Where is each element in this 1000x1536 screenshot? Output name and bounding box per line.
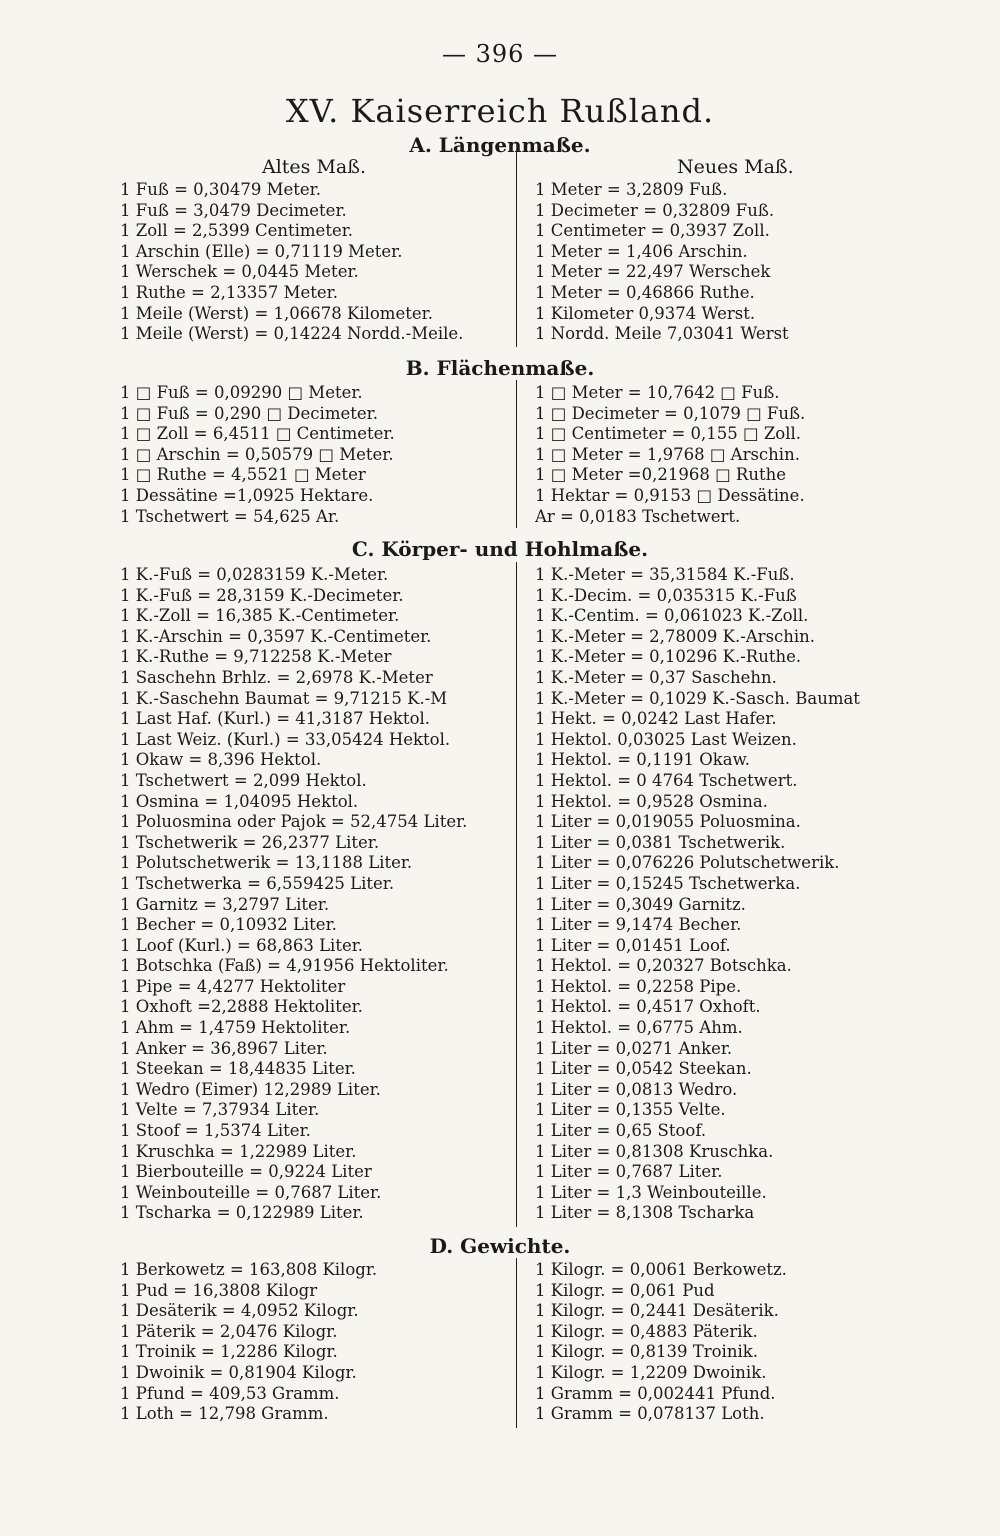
list-item: 1 □ Ruthe = 4,5521 □ Meter — [120, 465, 366, 485]
list-item: 1 Hektol. = 0,4517 Oxhoft. — [535, 997, 761, 1017]
list-item: 1 Hektol. = 0,2258 Pipe. — [535, 976, 742, 996]
list-item: 1 Liter = 0,15245 Tschetwerka. — [535, 873, 801, 893]
list-item: 1 Kruschka = 1,22989 Liter. — [120, 1141, 357, 1161]
list-item: 1 Kilogr. = 1,2209 Dwoinik. — [535, 1362, 767, 1382]
list-item: 1 K.-Centim. = 0,061023 K.-Zoll. — [535, 606, 809, 626]
section-d-divider — [516, 1258, 517, 1428]
list-item: 1 Fuß = 0,30479 Meter. — [120, 180, 322, 199]
list-item: 1 Becher = 0,10932 Liter. — [120, 915, 337, 935]
list-item: 1 Pfund = 409,53 Gramm. — [120, 1383, 340, 1403]
list-item: 1 Decimeter = 0,32809 Fuß. — [535, 200, 775, 220]
list-item: 1 Meile (Werst) = 0,14224 Nordd.-Meile. — [120, 324, 464, 344]
page-number: — 396 — — [441, 40, 559, 68]
section-d-right-list — [535, 1260, 980, 1425]
list-item: 1 Liter = 9,1474 Becher. — [535, 915, 742, 935]
list-item: 1 □ Decimeter = 0,1079 □ Fuß. — [535, 403, 806, 423]
list-item: 1 Velte = 7,37934 Liter. — [120, 1100, 320, 1120]
section-c-left-list — [120, 565, 515, 1224]
list-item: 1 Päterik = 2,0476 Kilogr. — [120, 1321, 338, 1341]
list-item: 1 Liter = 0,3049 Garnitz. — [535, 894, 746, 914]
list-item: 1 Kilogr. = 0,0061 Berkowetz. — [535, 1260, 787, 1279]
list-item: 1 K.-Zoll = 16,385 K.-Centimeter. — [120, 606, 400, 626]
section-c-title: C. Körper- und Hohlmaße. — [351, 537, 649, 561]
list-item: 1 Liter = 0,0381 Tschetwerik. — [535, 832, 786, 852]
list-item: 1 Tschetwert = 54,625 Ar. — [120, 506, 340, 526]
list-item: 1 Liter = 0,0813 Wedro. — [535, 1079, 738, 1099]
list-item: 1 Hektol. = 0,1191 Okaw. — [535, 750, 751, 770]
list-item: 1 □ Zoll = 6,4511 □ Centimeter. — [120, 424, 395, 444]
section-c-right-list — [535, 565, 980, 1224]
list-item: 1 Bierbouteille = 0,9224 Liter — [120, 1162, 372, 1182]
list-item: 1 Liter = 8,1308 Tscharka — [535, 1203, 755, 1223]
list-item: 1 Kilogr. = 0,8139 Troinik. — [535, 1342, 758, 1362]
list-item: 1 Berkowetz = 163,808 Kilogr. — [120, 1260, 378, 1279]
chapter-title: XV. Kaiserreich Rußland. — [285, 92, 715, 130]
list-item: 1 Garnitz = 3,2797 Liter. — [120, 894, 330, 914]
section-b-left-list — [120, 383, 515, 527]
section-a-right-header: Neues Maß. — [677, 156, 794, 178]
list-item: 1 Okaw = 8,396 Hektol. — [120, 750, 322, 770]
list-item: 1 Hektol. = 0,6775 Ahm. — [535, 1018, 743, 1038]
section-a-divider — [516, 152, 517, 347]
list-item: 1 Oxhoft =2,2888 Hektoliter. — [120, 997, 363, 1017]
list-item: 1 Meile (Werst) = 1,06678 Kilometer. — [120, 303, 433, 323]
list-item: 1 K.-Fuß = 28,3159 K.-Decimeter. — [120, 585, 404, 605]
section-b-right-list — [535, 383, 980, 527]
list-item: 1 Osmina = 1,04095 Hektol. — [120, 791, 359, 811]
list-item: 1 Hektol. = 0,9528 Osmina. — [535, 791, 768, 811]
section-a-title: A. Längenmaße. — [409, 133, 591, 157]
list-item: 1 Polutschetwerik = 13,1188 Liter. — [120, 853, 413, 873]
list-item: 1 K.-Ruthe = 9,712258 K.-Meter — [120, 647, 392, 667]
list-item: 1 Saschehn Brhlz. = 2,6978 K.-Meter — [120, 667, 433, 687]
list-item: 1 K.-Arschin = 0,3597 K.-Centimeter. — [120, 626, 432, 646]
list-item: 1 Meter = 3,2809 Fuß. — [535, 180, 728, 199]
list-item: 1 Liter = 0,0271 Anker. — [535, 1038, 733, 1058]
list-item: 1 □ Arschin = 0,50579 □ Meter. — [120, 444, 394, 464]
list-item: 1 Liter = 0,0542 Steekan. — [535, 1059, 752, 1079]
list-item: 1 Loof (Kurl.) = 68,863 Liter. — [120, 935, 364, 955]
list-item: 1 K.-Saschehn Baumat = 9,71215 K.-M — [120, 688, 448, 708]
list-item: 1 Hekt. = 0,0242 Last Hafer. — [535, 709, 777, 729]
section-b-divider — [516, 380, 517, 528]
list-item: 1 Arschin (Elle) = 0,71119 Meter. — [120, 241, 403, 261]
list-item: 1 Botschka (Faß) = 4,91956 Hektoliter. — [120, 956, 449, 976]
list-item: 1 □ Meter = 1,9768 □ Arschin. — [535, 444, 800, 464]
list-item: 1 Meter = 0,46866 Ruthe. — [535, 282, 755, 302]
list-item: 1 Loth = 12,798 Gramm. — [120, 1404, 329, 1424]
list-item: 1 Hektar = 0,9153 □ Dessätine. — [535, 485, 805, 505]
list-item: 1 K.-Meter = 0,37 Saschehn. — [535, 667, 777, 687]
list-item: 1 Liter = 0,81308 Kruschka. — [535, 1141, 774, 1161]
list-item: 1 □ Fuß = 0,290 □ Decimeter. — [120, 403, 378, 423]
list-item: 1 K.-Meter = 2,78009 K.-Arschin. — [535, 626, 816, 646]
list-item: 1 K.-Meter = 0,1029 K.-Sasch. Baumat — [535, 688, 860, 708]
list-item: 1 Meter = 1,406 Arschin. — [535, 241, 748, 261]
list-item: 1 Tschetwert = 2,099 Hektol. — [120, 770, 367, 790]
list-item: 1 Kilometer 0,9374 Werst. — [535, 303, 756, 323]
list-item: 1 Meter = 22,497 Werschek — [535, 262, 771, 282]
list-item: 1 Anker = 36,8967 Liter. — [120, 1038, 328, 1058]
list-item: 1 Ahm = 1,4759 Hektoliter. — [120, 1018, 351, 1038]
list-item: 1 Hektol. = 0 4764 Tschetwert. — [535, 770, 798, 790]
list-item: 1 Wedro (Eimer) 12,2989 Liter. — [120, 1079, 381, 1099]
list-item: 1 Gramm = 0,002441 Pfund. — [535, 1383, 776, 1403]
list-item: 1 Liter = 0,65 Stoof. — [535, 1121, 707, 1141]
section-d-left-list — [120, 1260, 515, 1425]
list-item: 1 Liter = 0,019055 Poluosmina. — [535, 812, 801, 832]
list-item: 1 Liter = 0,1355 Velte. — [535, 1100, 726, 1120]
list-item: 1 □ Fuß = 0,09290 □ Meter. — [120, 383, 363, 402]
list-item: 1 Troinik = 1,2286 Kilogr. — [120, 1342, 338, 1362]
list-item: 1 Kilogr. = 0,2441 Desäterik. — [535, 1301, 779, 1321]
list-item: 1 Weinbouteille = 0,7687 Liter. — [120, 1182, 382, 1202]
list-item: 1 K.-Meter = 35,31584 K.-Fuß. — [535, 565, 795, 584]
list-item: 1 Fuß = 3,0479 Decimeter. — [120, 200, 347, 220]
list-item: 1 Steekan = 18,44835 Liter. — [120, 1059, 356, 1079]
list-item: Ar = 0,0183 Tschetwert. — [535, 506, 741, 526]
list-item: 1 Last Haf. (Kurl.) = 41,3187 Hektol. — [120, 709, 431, 729]
list-item: 1 K.-Decim. = 0,035315 K.-Fuß — [535, 585, 797, 605]
list-item: 1 Werschek = 0,0445 Meter. — [120, 262, 359, 282]
list-item: 1 Pud = 16,3808 Kilogr — [120, 1280, 318, 1300]
list-item: 1 Tschetwerik = 26,2377 Liter. — [120, 832, 380, 852]
list-item: 1 Liter = 0,01451 Loof. — [535, 935, 731, 955]
list-item: 1 Liter = 0,076226 Polutschetwerik. — [535, 853, 840, 873]
list-item: 1 Gramm = 0,078137 Loth. — [535, 1404, 765, 1424]
list-item: 1 Poluosmina oder Pajok = 52,4754 Liter. — [120, 812, 468, 832]
list-item: 1 Stoof = 1,5374 Liter. — [120, 1121, 311, 1141]
list-item: 1 Centimeter = 0,3937 Zoll. — [535, 221, 770, 241]
list-item: 1 Desäterik = 4,0952 Kilogr. — [120, 1301, 359, 1321]
section-a-left-header: Altes Maß. — [262, 156, 366, 178]
section-b-title: B. Flächenmaße. — [405, 356, 595, 380]
list-item: 1 Pipe = 4,4277 Hektoliter — [120, 976, 346, 996]
list-item: 1 Liter = 0,7687 Liter. — [535, 1162, 723, 1182]
list-item: 1 Ruthe = 2,13357 Meter. — [120, 282, 338, 302]
list-item: 1 Kilogr. = 0,4883 Päterik. — [535, 1321, 758, 1341]
list-item: 1 □ Meter =0,21968 □ Ruthe — [535, 465, 786, 485]
section-c-divider — [516, 562, 517, 1227]
list-item: 1 □ Meter = 10,7642 □ Fuß. — [535, 383, 780, 402]
list-item: 1 K.-Fuß = 0,0283159 K.-Meter. — [120, 565, 389, 584]
list-item: 1 Hektol. = 0,20327 Botschka. — [535, 956, 792, 976]
section-a-left-list — [120, 180, 515, 345]
list-item: 1 Hektol. 0,03025 Last Weizen. — [535, 729, 797, 749]
list-item: 1 □ Centimeter = 0,155 □ Zoll. — [535, 424, 802, 444]
list-item: 1 K.-Meter = 0,10296 K.-Ruthe. — [535, 647, 802, 667]
list-item: 1 Dwoinik = 0,81904 Kilogr. — [120, 1362, 357, 1382]
list-item: 1 Tschetwerka = 6,559425 Liter. — [120, 873, 395, 893]
list-item: 1 Zoll = 2,5399 Centimeter. — [120, 221, 354, 241]
section-a-right-list — [535, 180, 980, 345]
list-item: 1 Kilogr. = 0,061 Pud — [535, 1280, 715, 1300]
list-item: 1 Tscharka = 0,122989 Liter. — [120, 1203, 364, 1223]
list-item: 1 Dessätine =1,0925 Hektare. — [120, 485, 374, 505]
list-item: 1 Nordd. Meile 7,03041 Werst — [535, 324, 789, 344]
list-item: 1 Last Weiz. (Kurl.) = 33,05424 Hektol. — [120, 729, 451, 749]
section-d-title: D. Gewichte. — [429, 1234, 571, 1258]
list-item: 1 Liter = 1,3 Weinbouteille. — [535, 1182, 767, 1202]
